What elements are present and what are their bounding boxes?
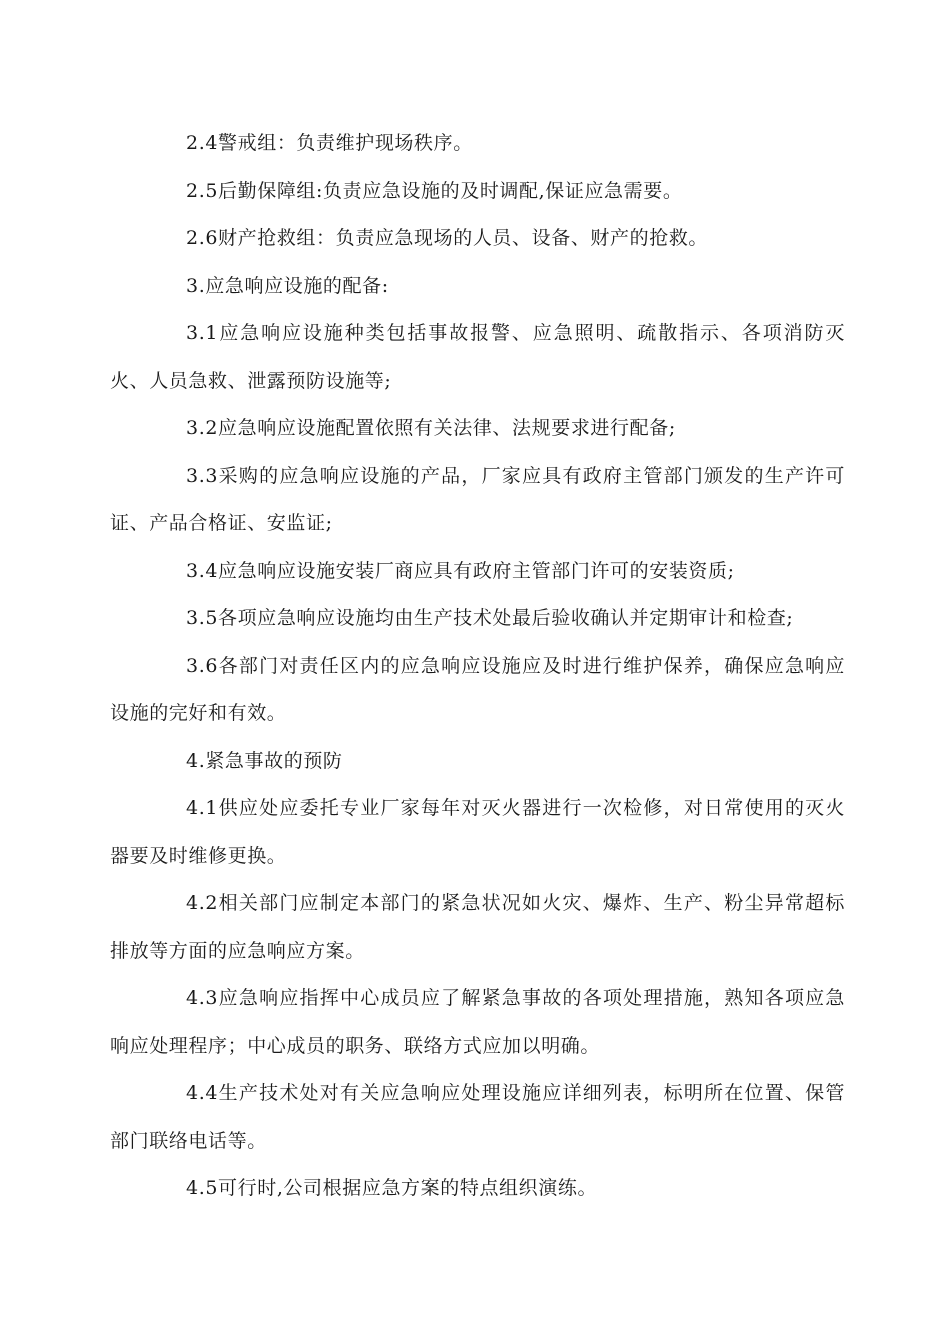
section-heading-4: 4.紧急事故的预防 <box>186 749 343 772</box>
paragraph-2-5: 2.5后勤保障组:负责应急设施的及时调配,保证应急需要。 <box>186 179 683 202</box>
paragraph-3-4: 3.4应急响应设施安装厂商应具有政府主管部门许可的安装资质; <box>186 559 735 582</box>
paragraph-4-2: 4.2相关部门应制定本部门的紧急状况如火灾、爆炸、生产、粉尘异常超标排放等方面的应急响应方案。 <box>110 892 845 962</box>
paragraph-3-6: 3.6各部门对责任区内的应急响应设施应及时进行维护保养，确保应急响应设施的完好和有效。 <box>110 654 845 724</box>
paragraph-2-6: 2.6财产抢救组：负责应急现场的人员、设备、财产的抢救。 <box>186 227 709 249</box>
paragraph-4-5: 4.5可行时,公司根据应急方案的特点组织演练。 <box>186 1177 598 1199</box>
paragraph-3-3: 3.3采购的应急响应设施的产品，厂家应具有政府主管部门颁发的生产许可证、产品合格证、安监证; <box>110 464 845 534</box>
paragraph-4-3: 4.3应急响应指挥中心成员应了解紧急事故的各项处理措施，熟知各项应急响应处理程序；中心成员的职务、联络方式应加以明确。 <box>110 987 845 1057</box>
paragraph-3-2: 3.2应急响应设施配置依照有关法律、法规要求进行配备; <box>186 417 676 439</box>
paragraph-4-4: 4.4生产技术处对有关应急响应处理设施应详细列表，标明所在位置、保管部门联络电话等。 <box>110 1082 845 1152</box>
document-body <box>110 120 845 1213</box>
paragraph-3-5: 3.5各项应急响应设施均由生产技术处最后验收确认并定期审计和检查; <box>186 607 794 629</box>
section-heading-3: 3.应急响应设施的配备: <box>186 274 389 297</box>
paragraph-2-4: 2.4警戒组：负责维护现场秩序。 <box>186 132 473 154</box>
paragraph-3-1: 3.1应急响应设施种类包括事故报警、应急照明、疏散指示、各项消防灭火、人员急救、泄露预防设施等; <box>110 322 845 392</box>
paragraph-4-1: 4.1供应处应委托专业厂家每年对灭火器进行一次检修，对日常使用的灭火器要及时维修更换。 <box>110 797 845 867</box>
